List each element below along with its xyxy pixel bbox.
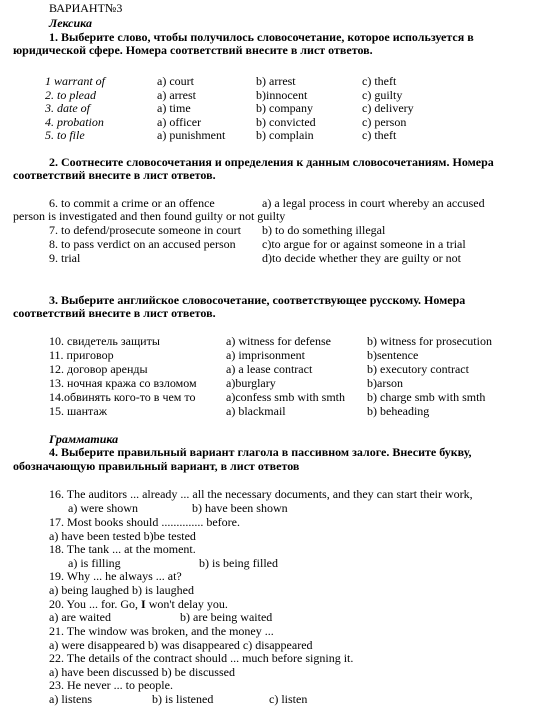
task4-instruction-line2: обозначающую правильный вариант, в лист ответов	[13, 459, 300, 473]
task1-option-b: b) company	[256, 101, 313, 115]
task3-option-b: b) witness for prosecution	[367, 334, 492, 348]
task3-russian-term: 15. шантаж	[49, 404, 107, 418]
answer-option: a) is filling	[68, 556, 121, 570]
task3-option-b: b)arson	[367, 376, 403, 390]
task3-russian-term: 13. ночная кража со взломом	[49, 376, 197, 390]
task2-term: 6. to commit a crime or an offence	[49, 196, 215, 210]
task1-option-a: a) court	[157, 74, 194, 88]
task1-option-b: b) convicted	[256, 115, 316, 129]
task1-option-c: c) theft	[362, 74, 397, 88]
question-20: 20. You ... for. Go, I won't delay you.	[49, 597, 228, 611]
task2-definition: a) a legal process in court whereby an accused	[262, 196, 485, 210]
task1-instruction-line1: 1. Выберите слово, чтобы получилось словосочетание, которое используется в	[49, 30, 474, 44]
task3-russian-term: 12. договор аренды	[49, 362, 148, 376]
answer-options: a) have been tested b)be tested	[49, 529, 196, 543]
task3-russian-term: 10. свидетель защиты	[49, 334, 160, 348]
task3-option-b: b) beheading	[367, 404, 430, 418]
task3-russian-term: 14.обвинять кого-то в чем то	[49, 390, 196, 404]
lexicon-heading: Лексика	[49, 16, 92, 30]
task2-definition: b) to do something illegal	[262, 223, 386, 237]
task2-term: 7. to defend/prosecute someone in court	[49, 223, 241, 237]
grammar-heading: Грамматика	[49, 432, 119, 446]
question-21: 21. The window was broken, and the money ...	[49, 624, 274, 638]
question-16: 16. The auditors ... already ... all the necessary documents, and they can start their work,	[49, 487, 473, 501]
task3-russian-term: 11. приговор	[49, 348, 114, 362]
task2-definition: c)to argue for or against someone in a trial	[262, 237, 466, 251]
task3-option-a: a)confess smb with smth	[226, 390, 345, 404]
question-22: 22. The details of the contract should ... much before signing it.	[49, 651, 354, 665]
task1-instruction-line2: юридической сфере. Номера соответствий внесите в лист ответов.	[13, 43, 373, 57]
answer-option: b) is listened	[152, 692, 214, 706]
task1-option-b: b) arrest	[256, 74, 296, 88]
task1-option-a: a) arrest	[157, 88, 196, 102]
answer-options: a) have been discussed b) be discussed	[49, 665, 235, 679]
task1-question: 1 warrant of	[45, 74, 106, 88]
task3-option-b: b) charge smb with smth	[367, 390, 486, 404]
question-19: 19. Why ... he always ... at?	[49, 569, 182, 583]
task3-instruction-line1: 3. Выберите английское словосочетание, соответствующее русскому. Номера	[49, 293, 466, 307]
task1-option-c: c) guilty	[362, 88, 403, 102]
task1-question: 2. to plead	[45, 88, 96, 102]
task1-option-c: c) delivery	[362, 101, 414, 115]
answer-option: a) listens	[49, 692, 92, 706]
task1-question: 3. date of	[45, 101, 90, 115]
task2-term: 9. trial	[49, 251, 81, 265]
task2-term: 8. to pass verdict on an accused person	[49, 237, 236, 251]
answer-option: b) is being filled	[199, 556, 278, 570]
task1-option-a: a) officer	[157, 115, 202, 129]
task1-option-a: a) punishment	[157, 128, 226, 142]
answer-option: b) are being waited	[180, 610, 273, 624]
task3-option-a: a)burglary	[226, 376, 276, 390]
task2-instruction-line2: соответствий внесите в лист ответов.	[13, 168, 216, 182]
task3-option-b: b) executory contract	[367, 362, 469, 376]
answer-option: b) have been shown	[192, 501, 288, 515]
task1-option-c: c) theft	[362, 128, 397, 142]
question-17: 17. Most books should .............. before.	[49, 515, 240, 529]
task2-instruction-line1: 2. Соотнесите словосочетания и определения к данным словосочетаниям. Номера	[49, 155, 494, 169]
answer-option: a) were shown	[68, 501, 138, 515]
task3-option-a: a) blackmail	[226, 404, 286, 418]
task1-option-b: b)innocent	[256, 88, 308, 102]
answer-options: a) being laughed b) is laughed	[49, 583, 194, 597]
task1-question: 4. probation	[45, 115, 104, 129]
answer-option: a) are waited	[49, 610, 111, 624]
question-18: 18. The tank ... at the moment.	[49, 542, 196, 556]
task3-option-a: a) a lease contract	[226, 362, 313, 376]
answer-options: a) were disappeared b) was disappeared c) disappeared	[49, 638, 313, 652]
task3-option-a: a) witness for defense	[226, 334, 331, 348]
task2-definition: d)to decide whether they are guilty or not	[262, 251, 461, 265]
task4-instruction-line1: 4. Выберите правильный вариант глагола в пассивном залоге. Внесите букву,	[49, 445, 472, 459]
task1-option-c: c) person	[362, 115, 407, 129]
task1-option-a: a) time	[157, 101, 191, 115]
task1-question: 5. to file	[45, 128, 85, 142]
question-23: 23. He never ... to people.	[49, 678, 173, 692]
answer-option: c) listen	[269, 692, 308, 706]
task1-option-b: b) complain	[256, 128, 314, 142]
task3-instruction-line2: соответствий внесите в лист ответов.	[13, 306, 216, 320]
variant-title: ВАРИАНТ№3	[49, 1, 123, 15]
task3-option-b: b)sentence	[367, 348, 419, 362]
task3-option-a: a) imprisonment	[226, 348, 305, 362]
task2-definition-continued: person is investigated and then found guilty or not guilty	[13, 209, 286, 223]
